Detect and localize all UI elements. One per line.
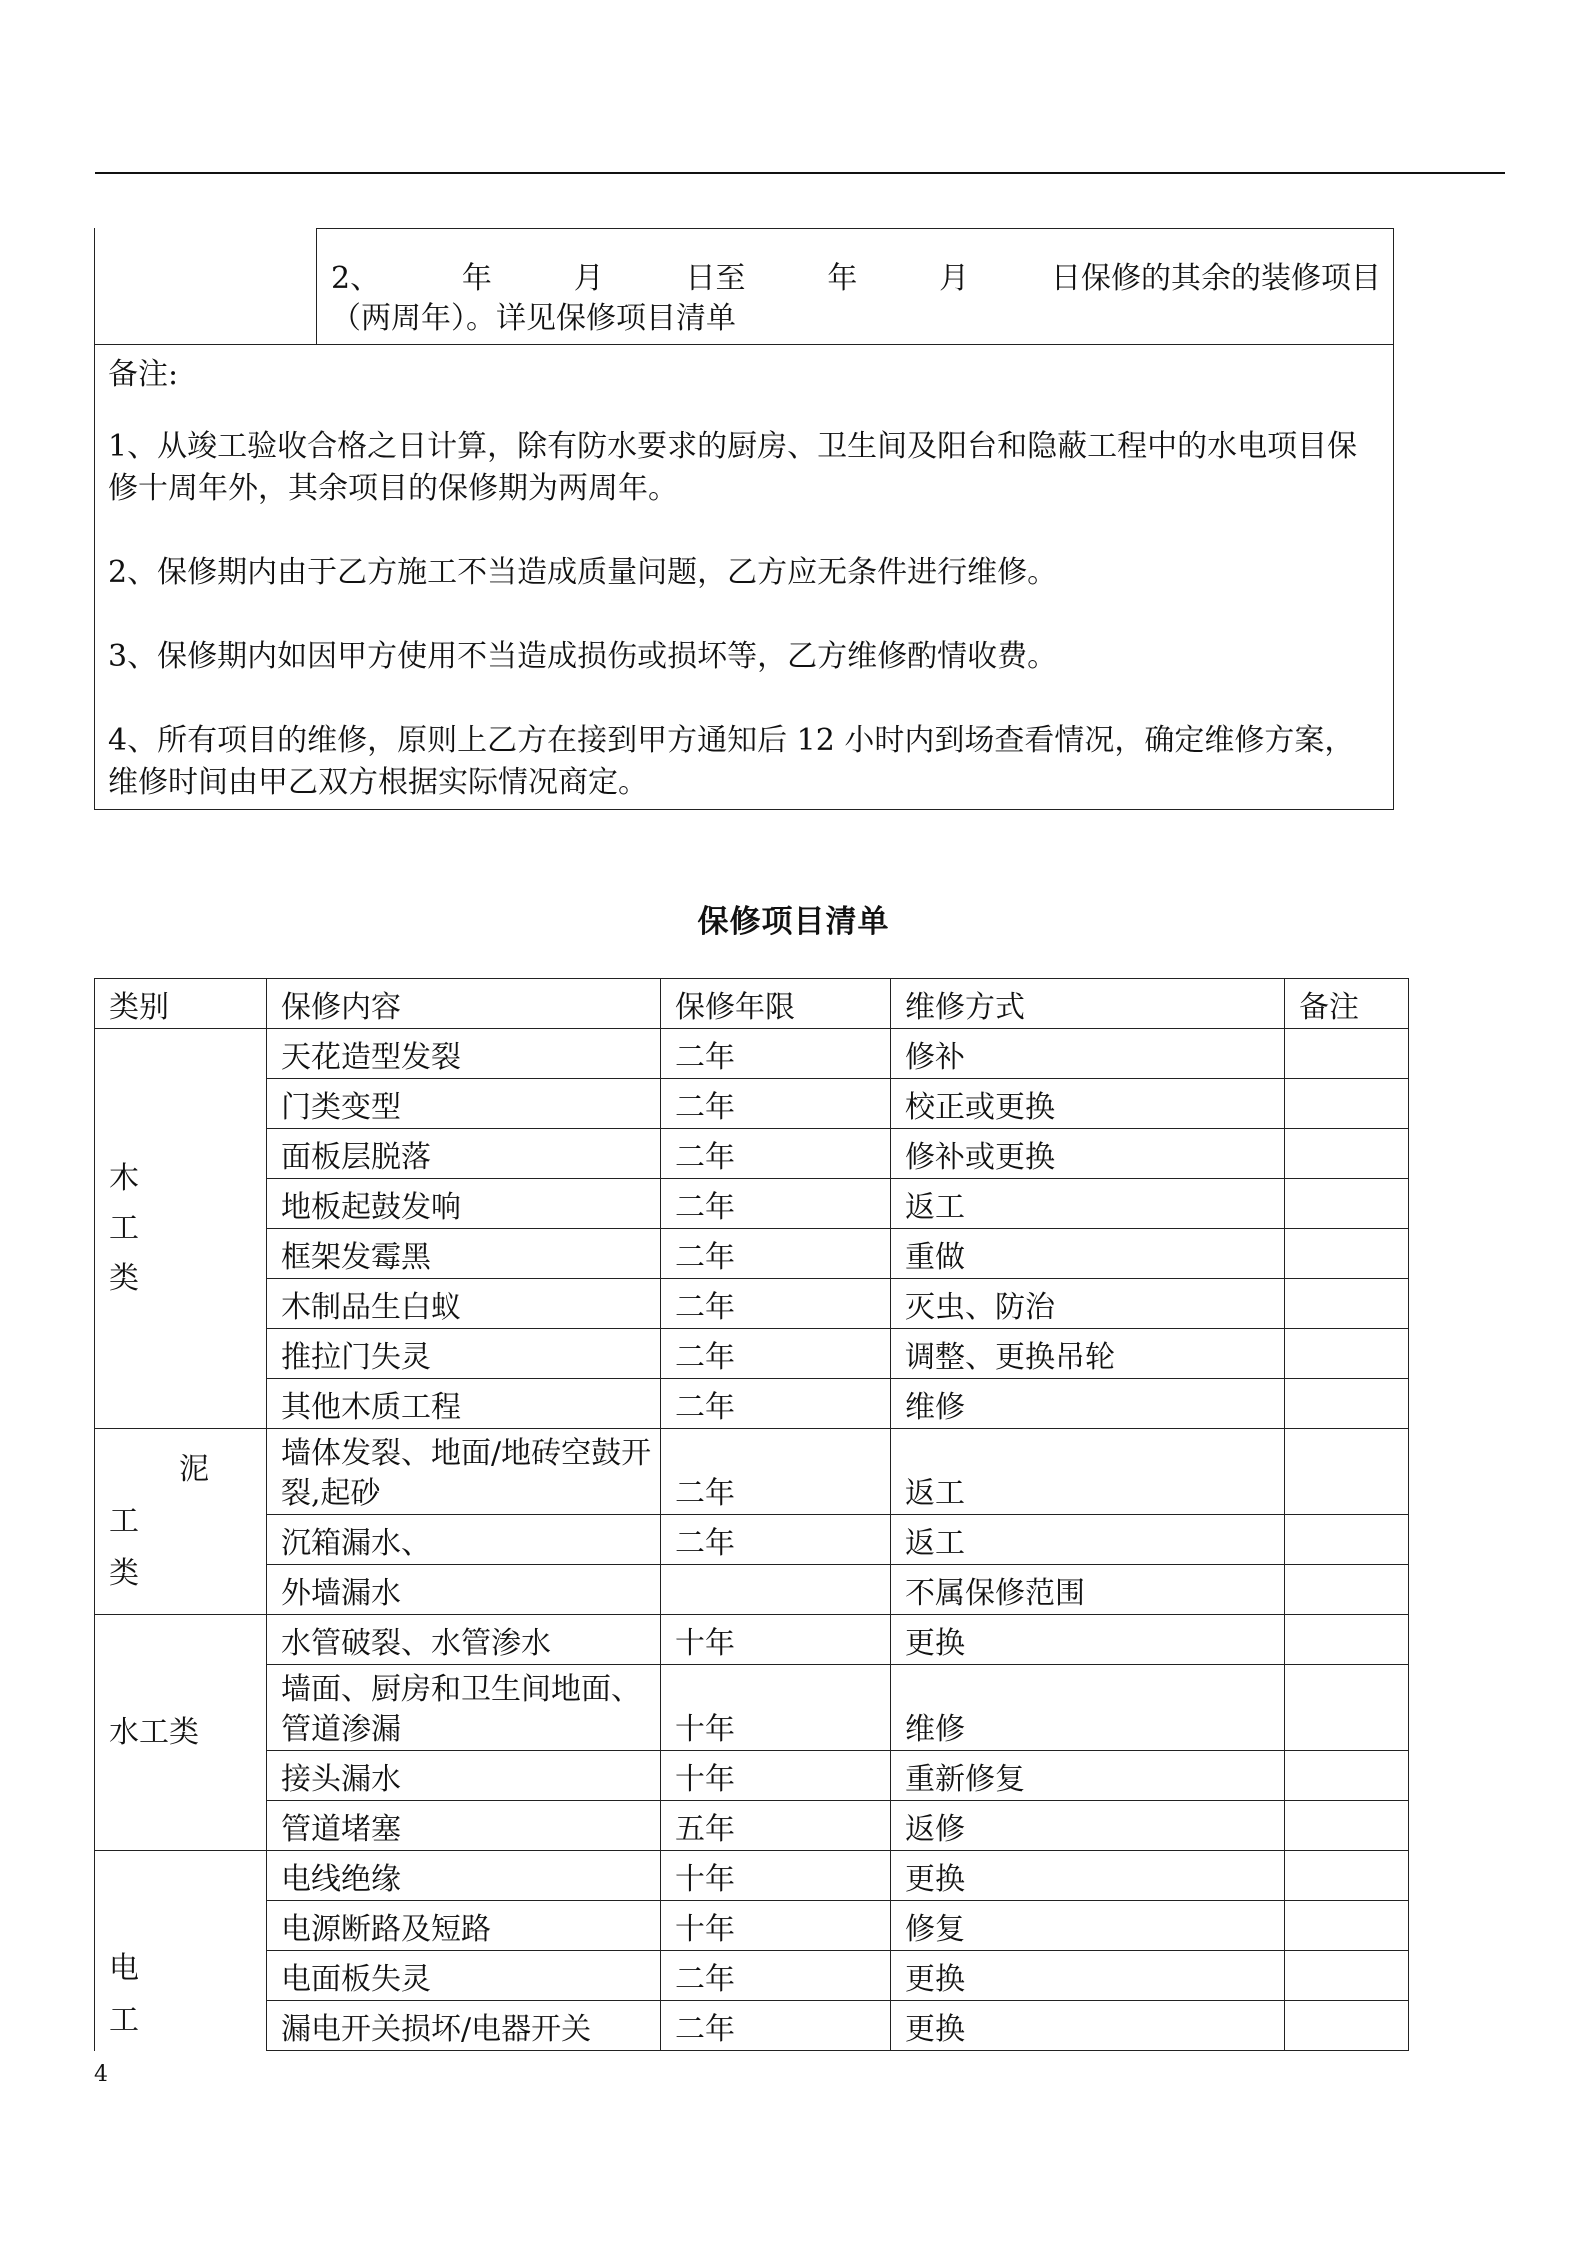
header-remark: 备注 (1285, 979, 1409, 1029)
table-row: 推拉门失灵 二年 调整、更换吊轮 (95, 1329, 1409, 1379)
category-cell: 木 工 类 (95, 1029, 267, 1429)
warranty-period-cell (316, 228, 1394, 344)
warranty-period-text (331, 259, 1381, 339)
category-cell: 水工类 (95, 1615, 267, 1851)
table-row: 木制品生白蚁 二年 灭虫、防治 (95, 1279, 1409, 1329)
table-row: 地板起鼓发响 二年 返工 (95, 1179, 1409, 1229)
header-category: 类别 (95, 979, 267, 1029)
note-item: 1、从竣工验收合格之日计算，除有防水要求的厨房、卫生间及阳台和隐蔽工程中的水电项目保修十周年外，其余项目的保修期为两周年。 (108, 429, 1358, 506)
table-row: 木 工 类 天花造型发裂 二年 修补 (95, 1029, 1409, 1079)
category-cell: 泥 工 类 (95, 1429, 267, 1615)
notes-section (108, 354, 1384, 846)
table-row: 水工类 水管破裂、水管渗水 十年 更换 (95, 1615, 1409, 1665)
table-row: 沉箱漏水、 二年 返工 (95, 1515, 1409, 1565)
agreement-continuation-box (94, 228, 1394, 810)
note-item: 4、所有项目的维修，原则上乙方在接到甲方通知后 12 小时内到场查看情况，确定维修方案，维修时间由甲乙双方根据实际情况商定。 (108, 723, 1355, 800)
table-row: 外墙漏水 不属保修范围 (95, 1565, 1409, 1615)
header-rule (95, 172, 1505, 174)
notes-title: 备注: (108, 357, 179, 392)
table-row: 墙面、厨房和卫生间地面、管道渗漏 十年 维修 (95, 1665, 1409, 1751)
table-row: 框架发霉黑 二年 重做 (95, 1229, 1409, 1279)
table-row: 漏电开关损坏/电器开关 二年 更换 (95, 2001, 1409, 2051)
header-method: 维修方式 (891, 979, 1285, 1029)
header-content: 保修内容 (267, 979, 661, 1029)
note-item: 3、保修期内如因甲方使用不当造成损伤或损坏等，乙方维修酌情收费。 (108, 639, 1058, 674)
header-period: 保修年限 (661, 979, 891, 1029)
table-row: 面板层脱落 二年 修补或更换 (95, 1129, 1409, 1179)
warranty-items-table (94, 978, 1409, 2051)
table-row: 门类变型 二年 校正或更换 (95, 1079, 1409, 1129)
period-line-1: 2、 年 月 日至 年 月 日保修的其余的装修项目 (331, 261, 1381, 296)
table-header-row (95, 979, 1409, 1029)
table-row: 电面板失灵 二年 更换 (95, 1951, 1409, 2001)
table-row: 电源断路及短路 十年 修复 (95, 1901, 1409, 1951)
table-row: 泥 工 类 墙体发裂、地面/地砖空鼓开裂,起砂 二年 返工 (95, 1429, 1409, 1515)
table-row: 其他木质工程 二年 维修 (95, 1379, 1409, 1429)
note-item: 2、保修期内由于乙方施工不当造成质量问题，乙方应无条件进行维修。 (108, 555, 1058, 590)
period-line-2: （两周年）。详见保修项目清单 (331, 301, 736, 336)
table-row: 接头漏水 十年 重新修复 (95, 1751, 1409, 1801)
table-row: 电 工 电线绝缘 十年 更换 (95, 1851, 1409, 1901)
table-row: 管道堵塞 五年 返修 (95, 1801, 1409, 1851)
warranty-list-title: 保修项目清单 (697, 904, 890, 940)
category-cell: 电 工 (95, 1851, 267, 2051)
page-number: 4 (94, 2062, 108, 2087)
